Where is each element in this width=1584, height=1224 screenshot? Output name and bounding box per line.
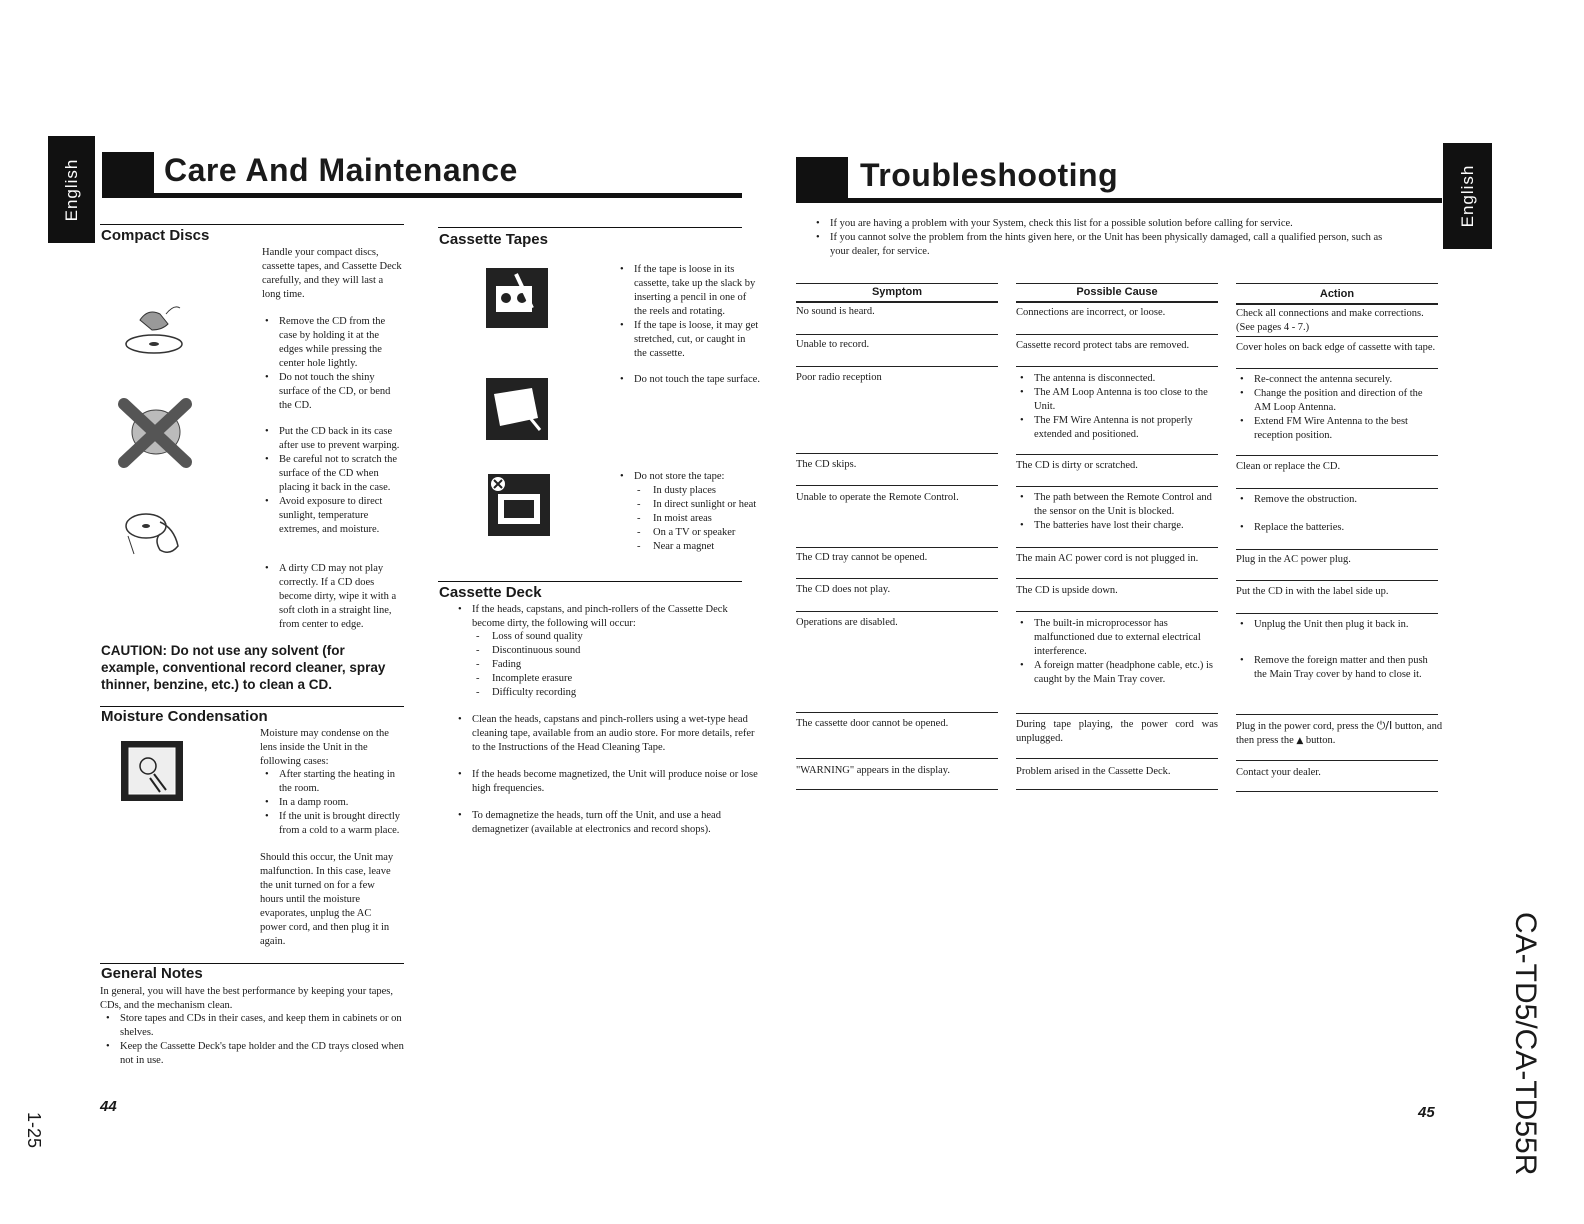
section-rule xyxy=(438,581,742,582)
table-cell-symptom: The CD tray cannot be opened. xyxy=(796,552,928,563)
row-divider xyxy=(796,758,998,759)
list-item: - Near a magnet xyxy=(653,540,763,554)
table-cell-cause xyxy=(1018,617,1220,687)
language-tab-right: English xyxy=(1443,143,1492,249)
title-rule xyxy=(102,193,742,198)
power-icon: ⏻/I xyxy=(1376,719,1393,732)
tapes-sublist xyxy=(635,484,763,554)
cd-wipe-illustration xyxy=(120,506,186,558)
table-cell-symptom: No sound is heard. xyxy=(796,306,875,317)
list-item: • Remove the obstruction. xyxy=(1254,493,1440,507)
section-heading-compact-discs: Compact Discs xyxy=(101,227,210,244)
list-item: - In direct sunlight or heat xyxy=(653,498,763,512)
list-item: • If the tape is loose in its cassette, take up the slack by inserting a pencil in one of the reels and rotating. xyxy=(634,263,760,319)
table-cell-cause: The CD is upside down. xyxy=(1016,585,1118,596)
row-divider xyxy=(1016,547,1218,548)
list-item: • The antenna is disconnected. xyxy=(1034,372,1218,386)
table-cell-action: Plug in the power cord, press the ⏻/I button, and then press the ▲ button. xyxy=(1236,719,1443,746)
table-cell-cause: The main AC power cord is not plugged in. xyxy=(1016,553,1199,564)
moisture-outro: Should this occur, the Unit may malfunction. In this case, leave the unit turned on for a few hours until the moisture evaporates, unplug the AC power cord, and then plug it in again. xyxy=(260,852,394,947)
list-item: • If the tape is loose, it may get stretched, cut, or caught in the cassette. xyxy=(634,319,760,361)
eject-icon: ▲ xyxy=(1296,736,1304,746)
list-item: • Remove the CD from the case by holding it at the edges while pressing the center hole lightly. xyxy=(279,315,405,371)
deck-list-3 xyxy=(456,768,758,796)
section-heading-general: General Notes xyxy=(101,965,203,982)
list-item: • Remove the foreign matter and then push the Main Tray cover by hand to close it. xyxy=(1254,654,1440,682)
row-divider xyxy=(1016,758,1218,759)
list-item: • Do not touch the shiny surface of the CD, or bend the CD. xyxy=(279,371,405,413)
row-divider xyxy=(1016,713,1218,714)
table-cell-action: Cover holes on back edge of cassette with tape. xyxy=(1236,342,1436,353)
list-item: • If you are having a problem with your System, check this list for a possible solution before calling for service. xyxy=(830,217,1390,231)
table-cell-cause: During tape playing, the power cord was unplugged. xyxy=(1016,719,1218,744)
cd-list-3 xyxy=(263,562,409,632)
list-item: • To demagnetize the heads, turn off the Unit, and use a head demagnetizer (available at electronics and record shops). xyxy=(472,809,758,837)
table-rule xyxy=(1016,301,1218,303)
list-item: • A foreign matter (headphone cable, etc.) is caught by the Main Tray cover. xyxy=(1034,659,1220,687)
language-tab-left: English xyxy=(48,136,95,243)
row-divider xyxy=(1016,334,1218,335)
list-item: • The path between the Remote Control and the sensor on the Unit is blocked. xyxy=(1034,491,1220,519)
tapes-list-3 xyxy=(618,470,760,484)
section-heading-cassette-tapes: Cassette Tapes xyxy=(439,231,548,248)
row-divider xyxy=(1016,611,1218,612)
list-item: • If the heads become magnetized, the Unit will produce noise or lose high frequencies. xyxy=(472,768,758,796)
table-cell-action: Plug in the AC power plug. xyxy=(1236,554,1351,565)
row-divider xyxy=(1016,486,1218,487)
table-cell-action: Check all connections and make corrections. (See pages 4 - 7.) xyxy=(1236,308,1424,333)
list-item: • Keep the Cassette Deck's tape holder and the CD trays closed when not in use. xyxy=(120,1040,416,1068)
title-block xyxy=(796,157,848,203)
page-title-care: Care And Maintenance xyxy=(164,152,518,188)
list-item: • Re-connect the antenna securely. xyxy=(1254,373,1440,387)
row-divider xyxy=(1016,366,1218,367)
table-cell-action xyxy=(1238,373,1440,443)
table-cell-action: Clean or replace the CD. xyxy=(1236,461,1341,472)
list-item: • Be careful not to scratch the surface of the CD when placing it back in the case. xyxy=(279,453,405,495)
row-divider xyxy=(796,578,998,579)
list-item: - In dusty places xyxy=(653,484,763,498)
row-divider xyxy=(1236,336,1438,337)
column-header-cause: Possible Cause xyxy=(1076,286,1158,298)
row-divider xyxy=(796,712,998,713)
table-cell-symptom: The CD does not play. xyxy=(796,584,891,595)
section-rule xyxy=(438,227,742,228)
table-cell-symptom: Unable to record. xyxy=(796,339,870,350)
table-rule xyxy=(796,301,998,303)
cd-list-2 xyxy=(263,425,405,537)
list-item: • Do not touch the tape surface. xyxy=(634,373,760,387)
table-cell-symptom: Operations are disabled. xyxy=(796,617,898,628)
tapes-list-1 xyxy=(618,263,760,361)
table-cell-action: Put the CD in with the label side up. xyxy=(1236,586,1389,597)
table-cell-cause: Connections are incorrect, or loose. xyxy=(1016,307,1166,318)
troubleshooting-intro xyxy=(814,217,1390,259)
cd-intro: Handle your compact discs, cassette tapes, and Cassette Deck carefully, and they will last a long time. xyxy=(262,247,402,300)
row-divider xyxy=(1236,714,1438,715)
row-divider xyxy=(796,611,998,612)
moisture-intro: Moisture may condense on the lens inside the Unit in the following cases: xyxy=(260,728,389,767)
table-rule xyxy=(1016,283,1218,284)
title-block xyxy=(102,152,154,198)
model-number: CA-TD5/CA-TD55R xyxy=(1509,912,1542,1176)
list-item: • The FM Wire Antenna is not properly extended and positioned. xyxy=(1034,414,1218,442)
table-cell-action: Contact your dealer. xyxy=(1236,767,1321,778)
row-divider xyxy=(1236,488,1438,489)
list-item: • If you cannot solve the problem from the hints given here, or the Unit has been physically damaged, call a qualified person, such as your dealer, for service. xyxy=(830,231,1390,259)
row-divider xyxy=(796,547,998,548)
list-item: • If the unit is brought directly from a cold to a warm place. xyxy=(279,810,405,838)
table-rule xyxy=(796,283,998,284)
table-cell-symptom: The cassette door cannot be opened. xyxy=(796,718,949,729)
row-divider xyxy=(1236,368,1438,369)
row-divider xyxy=(796,366,998,367)
table-cell-cause: Problem arised in the Cassette Deck. xyxy=(1016,766,1171,777)
table-cell-symptom: Poor radio reception xyxy=(796,372,882,383)
window-condensation-illustration xyxy=(120,740,184,802)
cassette-pencil-illustration xyxy=(486,268,548,328)
deck-list-4 xyxy=(456,809,758,837)
list-item: • Put the CD back in its case after use to prevent warping. xyxy=(279,425,405,453)
deck-list-2 xyxy=(456,713,758,755)
table-cell-symptom: "WARNING" appears in the display. xyxy=(796,765,950,776)
row-divider xyxy=(1236,580,1438,581)
list-item: - In moist areas xyxy=(653,512,763,526)
list-item: • The AM Loop Antenna is too close to the Unit. xyxy=(1034,386,1218,414)
general-list xyxy=(104,1012,416,1068)
list-item: - Loss of sound quality xyxy=(492,630,692,644)
moisture-list xyxy=(263,768,405,838)
list-item: • Avoid exposure to direct sunlight, temperature extremes, and moisture. xyxy=(279,495,405,537)
tapes-list-2 xyxy=(618,373,760,387)
row-divider xyxy=(796,453,998,454)
row-divider xyxy=(1016,454,1218,455)
table-cell-symptom: Unable to operate the Remote Control. xyxy=(796,492,959,503)
list-item: • The built-in microprocessor has malfunctioned due to external electrical interference. xyxy=(1034,617,1220,659)
cd-do-not-bend-illustration xyxy=(118,398,192,468)
table-cell-action xyxy=(1238,618,1440,682)
caution-text: CAUTION: Do not use any solvent (for example, conventional record cleaner, spray thinner, benzine, etc.) to clean a CD. xyxy=(101,643,386,692)
side-page-number: 1-25 xyxy=(24,1112,44,1149)
table-cell-cause xyxy=(1018,491,1220,533)
column-header-action: Action xyxy=(1319,288,1355,300)
title-rule xyxy=(796,198,1442,203)
list-item: • Replace the batteries. xyxy=(1254,521,1440,535)
list-item: • In a damp room. xyxy=(279,796,405,810)
list-item: • Extend FM Wire Antenna to the best reception position. xyxy=(1254,415,1440,443)
section-rule xyxy=(100,224,404,225)
list-item: - Fading xyxy=(492,658,692,672)
page-number-right: 45 xyxy=(1418,1104,1435,1121)
column-header-symptom: Symptom xyxy=(871,286,923,298)
row-divider xyxy=(1236,455,1438,456)
list-item: - On a TV or speaker xyxy=(653,526,763,540)
deck-list-1 xyxy=(456,603,758,631)
table-cell-cause: Cassette record protect tabs are removed. xyxy=(1016,340,1190,351)
list-item: • Clean the heads, capstans and pinch-rollers using a wet-type head cleaning tape, available from an audio store. For more details, refer to the Instructions of the Head Cleaning Tape. xyxy=(472,713,758,755)
list-item: - Discontinuous sound xyxy=(492,644,692,658)
table-cell-cause: The CD is dirty or scratched. xyxy=(1016,460,1138,471)
section-heading-moisture: Moisture Condensation xyxy=(101,708,268,725)
list-item: • Do not store the tape: xyxy=(634,470,760,484)
row-divider xyxy=(1236,549,1438,550)
page-title-troubleshooting: Troubleshooting xyxy=(860,157,1119,193)
list-item: • Unplug the Unit then plug it back in. xyxy=(1254,618,1440,632)
list-item: • After starting the heating in the room. xyxy=(279,768,405,796)
table-cell-symptom: The CD skips. xyxy=(796,459,857,470)
list-item: • The batteries have lost their charge. xyxy=(1034,519,1220,533)
section-rule xyxy=(100,963,404,964)
section-heading-cassette-deck: Cassette Deck xyxy=(439,584,542,601)
table-cell-cause xyxy=(1018,372,1218,442)
row-divider xyxy=(1016,789,1218,790)
row-divider xyxy=(1236,760,1438,761)
list-item: • If the heads, capstans, and pinch-rollers of the Cassette Deck become dirty, the following will occur: xyxy=(472,603,758,631)
row-divider xyxy=(796,485,998,486)
row-divider xyxy=(1236,791,1438,792)
cd-handling-illustration xyxy=(118,300,198,362)
section-rule xyxy=(100,706,404,707)
cassette-tape-surface-illustration xyxy=(486,378,548,440)
page-number-left: 44 xyxy=(100,1098,117,1115)
row-divider xyxy=(796,789,998,790)
list-item: - Incomplete erasure xyxy=(492,672,692,686)
list-item: • Change the position and direction of the AM Loop Antenna. xyxy=(1254,387,1440,415)
table-rule xyxy=(1236,283,1438,284)
cassette-on-tv-illustration xyxy=(488,474,550,536)
list-item: • Store tapes and CDs in their cases, and keep them in cabinets or on shelves. xyxy=(120,1012,416,1040)
row-divider xyxy=(1016,578,1218,579)
row-divider xyxy=(1236,613,1438,614)
general-intro: In general, you will have the best performance by keeping your tapes, CDs, and the mechanism clean. xyxy=(100,986,394,1011)
row-divider xyxy=(796,334,998,335)
table-cell-action xyxy=(1238,493,1440,535)
deck-sublist xyxy=(474,630,692,700)
list-item: • A dirty CD may not play correctly. If a CD does become dirty, wipe it with a soft cloth in a straight line, from center to edge. xyxy=(279,562,409,632)
list-item: - Difficulty recording xyxy=(492,686,692,700)
cd-list-1 xyxy=(263,315,405,413)
table-rule xyxy=(1236,303,1438,305)
